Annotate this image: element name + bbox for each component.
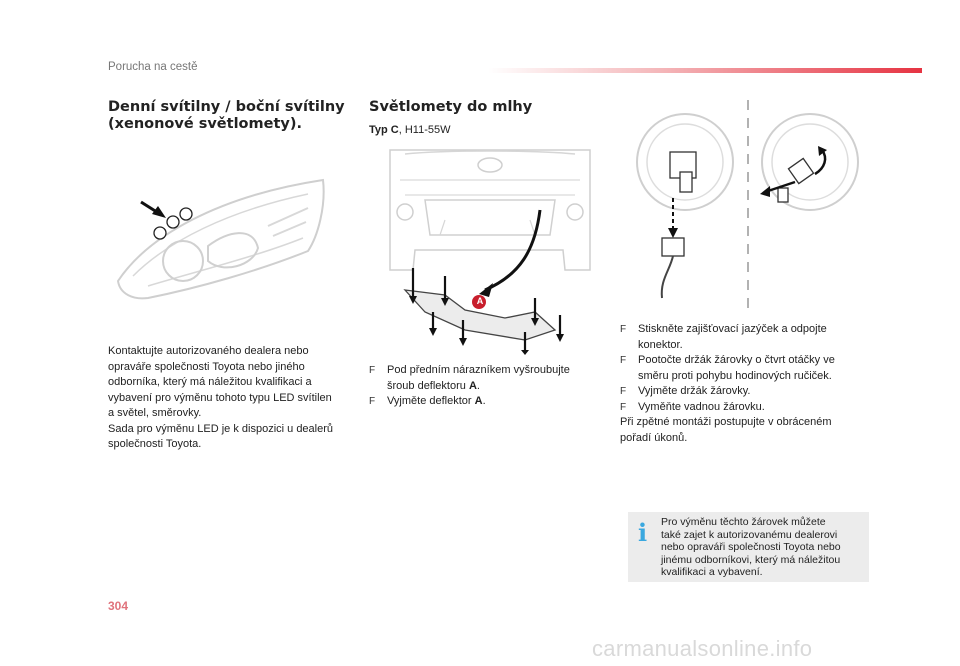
step-line: Stiskněte zajišťovací jazýček a odpojte [638,323,827,335]
header-accent-bar [488,68,922,73]
bulb-steps-list [620,322,870,446]
marker-ref: A [468,379,477,392]
step-line-wrap [387,394,594,410]
bumper-illustration [385,140,600,355]
info-text [661,516,866,579]
bullet-icon: F [620,386,627,397]
left-line: odborníka, který má náležitou kvalifikaci a [108,376,312,388]
list-item [620,400,870,416]
heading-daytime-lights: Denní svítilny / boční svítilny (xenonové světlomety). [108,99,345,132]
left-line: a světel, směrovky. [108,407,202,419]
info-line: Pro výměnu těchto žárovek můžete [661,516,826,528]
step-line: Vyjměte držák žárovky. [638,385,751,397]
info-line: nebo opraváři společnosti Toyota nebo [661,541,841,553]
step-line: Pod předním nárazníkem vyšroubujte [387,364,570,376]
step-line: šroub deflektoru [387,379,469,392]
step-line: konektor. [638,338,683,351]
info-icon: i [638,518,648,547]
left-line: Kontaktujte autorizovaného dealera nebo [108,345,309,357]
step-line: Vyměňte vadnou žárovku. [638,400,765,413]
bulb-type-value: , H11-55W [398,124,451,136]
step-line-wrap [387,379,594,395]
bullet-icon: F [369,365,376,376]
bullet-icon: F [620,324,627,335]
page-number: 304 [108,599,129,613]
info-box [628,512,869,582]
list-item [620,384,870,400]
section-title: Porucha na cestě [108,61,198,73]
bulb-type [369,124,451,136]
list-item [620,353,870,384]
headlamp-illustration [108,176,348,301]
step-end: . [482,395,486,407]
marker-ref: A [474,395,483,407]
info-line: jinému odborníkovi, který má náležitou [661,553,841,566]
list-item [620,322,870,353]
fog-steps-list [369,363,594,410]
bullet-icon: F [369,396,376,407]
list-item [369,363,594,394]
closing-line: pořadí úkonů. [620,431,688,444]
marker-a-label: A [476,296,484,306]
left-paragraph [108,344,348,453]
left-line: Sada pro výměnu LED je k dispozici u dealerů [108,422,334,435]
info-line: kvalifikaci a vybavení. [661,566,763,578]
step-line: Vyjměte deflektor [387,395,475,407]
bullet-icon: F [620,355,627,366]
step-end: . [476,379,480,392]
bulb-type-label: Typ C [369,124,399,136]
closing-line: Při zpětné montáži postupujte v obráceném [620,416,832,428]
fog-lamp-illustration [620,100,875,315]
info-line: také zajet k autorizovanému dealerovi [661,528,838,541]
step-line: směru proti pohybu hodinových ručiček. [638,369,832,382]
list-item [369,394,594,410]
left-line: opraváře společnosti Toyota nebo jiného [108,360,305,373]
watermark: carmanualsonline.info [592,636,813,661]
left-line: vybavení pro výměnu tohoto typu LED svítilen [108,391,332,404]
bullet-icon: F [620,401,627,413]
left-line: společnosti Toyota. [108,438,202,450]
step-line: Pootočte držák žárovky o čtvrt otáčky ve [638,354,835,366]
heading-fog-lights: Světlomety do mlhy [369,99,533,115]
